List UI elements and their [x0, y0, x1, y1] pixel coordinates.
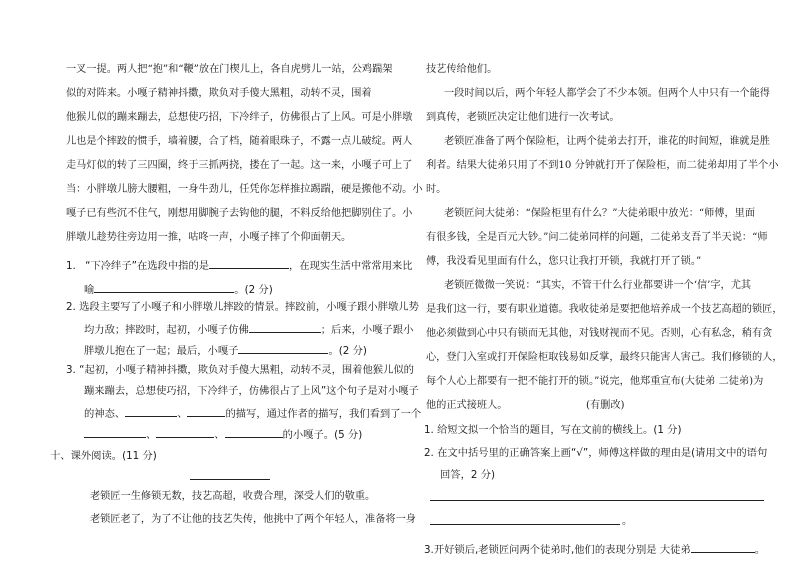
- reading-line: 老锁匠问大徒弟：“保险柜里有什么？”大徒弟眼中放光：“师傅，里面: [444, 208, 756, 219]
- question-3-line3: 的神态、 、 的描写，通过作者的描写，我们看到了一个: [84, 405, 421, 421]
- question-2-line3: 胖墩儿抱在了一起；最后，小嘎子 。(2 分): [84, 342, 367, 358]
- question-3-line2: 蹦来蹦去，总想使巧招，下冷绊子，仿佛很占了上风”这个句子是对小嘎子: [84, 385, 419, 397]
- answer-line[interactable]: [430, 524, 620, 525]
- reading-line: 老锁匠一生修锁无数，技艺高超，收费合理，深受人们的敬重。: [90, 491, 376, 502]
- answer-blank[interactable]: [691, 541, 755, 553]
- passage-line: 他猴儿似的蹦来蹦去，总想使巧招，下冷绊子，仿佛很占了上风。可是小胖墩: [66, 112, 413, 123]
- answer-blank[interactable]: [238, 342, 328, 354]
- reading-line: 傅，我没看见里面有什么，您只让我打开锁，我就打开了锁。”: [426, 256, 702, 267]
- question-2-line2: 均力敌；摔跤时，起初，小嘎子仿佛 ；后来，小嘎子跟小: [84, 321, 413, 337]
- answer-end-mark: 。: [622, 515, 633, 527]
- reading-line: 老锁匠微微一笑说：“其实，不管干什么行业都要讲一个‘信’字，尤其: [444, 280, 752, 291]
- answer-blank[interactable]: [249, 321, 321, 333]
- passage-line: 胖墩儿趁势往旁边用一推，咕咚一声，小嘎子摔了个仰面朝天。: [66, 232, 352, 243]
- question-3: 3. “起初，小嘎子精神抖擞，欺负对手傻大黑粗，动转不灵，围着他猴儿似的: [66, 364, 414, 376]
- reading-line: 有很多钱，全是百元大钞。”问二徒弟同样的问题，二徒弟支吾了半天说：“师: [426, 232, 768, 243]
- question-3: 3.开好锁后,老锁匠问两个徒弟时,他们的表现分别是 大徒弟 。: [424, 541, 765, 557]
- passage-line: 儿也是个摔跤的惯手，墙着腰，合了档，随着眼珠子，不露一点儿破绽。两人: [66, 136, 413, 147]
- answer-blank[interactable]: [156, 426, 214, 438]
- question-1: 1. “下冷绊子”在选段中指的是 ，在现实生活中常常用来比: [66, 257, 413, 273]
- reading-line: 老锁匠准备了两个保险柜，让两个徒弟去打开，谁花的时间短，谁就是胜: [444, 136, 770, 147]
- question-3-line4: 、 、 的小嘎子。(5 分): [84, 426, 362, 442]
- reading-line: 时。: [426, 184, 447, 195]
- passage-line: 走马灯似的转了三四圈，终于三抓两挠，搂在了一起。这一来，小嘎子可上了: [66, 160, 413, 171]
- question-1: 1. 给短文拟一个恰当的题目，写在文前的横线上。(1 分): [424, 424, 682, 436]
- answer-blank[interactable]: [225, 426, 283, 438]
- passage-line: 似的对阵来。小嘎子精神抖擞，欺负对手傻大黑粗，动转不灵，围着: [66, 88, 372, 99]
- reading-line: 心，登门入室或打开保险柜取钱易如反掌，最终只能害人害己。我们修锁的人，: [426, 352, 783, 363]
- answer-blank[interactable]: [209, 257, 289, 269]
- answer-blank[interactable]: [187, 405, 225, 417]
- reading-line: 利者。结果大徒弟只用了不到10 分钟就打开了保险柜，而二徒弟却用了半个小: [426, 160, 779, 171]
- question-2: 2. 选段主要写了小嘎子和小胖墩儿摔跤的情景。摔跤前，小嘎子跟小胖墩儿势: [66, 301, 419, 313]
- reading-line: 他必须做到心中只有锁而无其他，对钱财视而不见。否则，心有私念，稍有贪: [426, 328, 773, 339]
- question-1-cont: 喻 。(2 分): [84, 281, 273, 297]
- answer-line[interactable]: [430, 500, 764, 501]
- answer-blank[interactable]: [84, 426, 146, 438]
- reading-line: 技艺传给他们。: [426, 64, 498, 75]
- title-blank[interactable]: [190, 479, 270, 480]
- passage-line: 当：小胖墩儿膀大腰粗，一身牛劲儿，任凭你怎样推拉踢踹，硬是搬他不动。小: [66, 184, 423, 195]
- section-heading: 十、课外阅读。(11 分): [50, 450, 157, 462]
- passage-line: 一叉一提。两人把“抱”和“鞭”放在门楔儿上，各自虎劈儿一站，公鸡踹架: [66, 64, 393, 75]
- answer-blank[interactable]: [125, 405, 177, 417]
- reading-line: 到真传，老锁匠决定让他们进行一次考试。: [426, 112, 620, 123]
- reading-line: 每个人心上都要有一把不能打开的锁。”说完，他郑重宣布(大徒弟 二徒弟)为: [426, 376, 764, 387]
- question-2-line2: 回答，2 分): [440, 469, 496, 481]
- passage-line: 嘎子已有些沉不住气，刚想用脚腕子去钩他的腿，不料反给他把脚别住了。小: [66, 208, 413, 219]
- question-2: 2. 在文中括号里的正确答案上画“√”，师傅这样做的理由是(请用文中的语句: [424, 447, 768, 459]
- reading-line: 他的正式接班人。: [426, 400, 508, 411]
- answer-blank[interactable]: [94, 281, 234, 293]
- reading-line: 老锁匠老了，为了不让他的技艺失传，他挑中了两个年轻人，准备将一身: [90, 514, 416, 525]
- source-note: (有删改): [586, 400, 625, 411]
- reading-line: 一段时间以后，两个年轻人都学会了不少本领。但两个人中只有一个能得: [444, 88, 770, 99]
- reading-line: 是我们这一行，要有职业道德。我收徒弟是要把他培养成一个技艺高超的锁匠，: [426, 304, 783, 315]
